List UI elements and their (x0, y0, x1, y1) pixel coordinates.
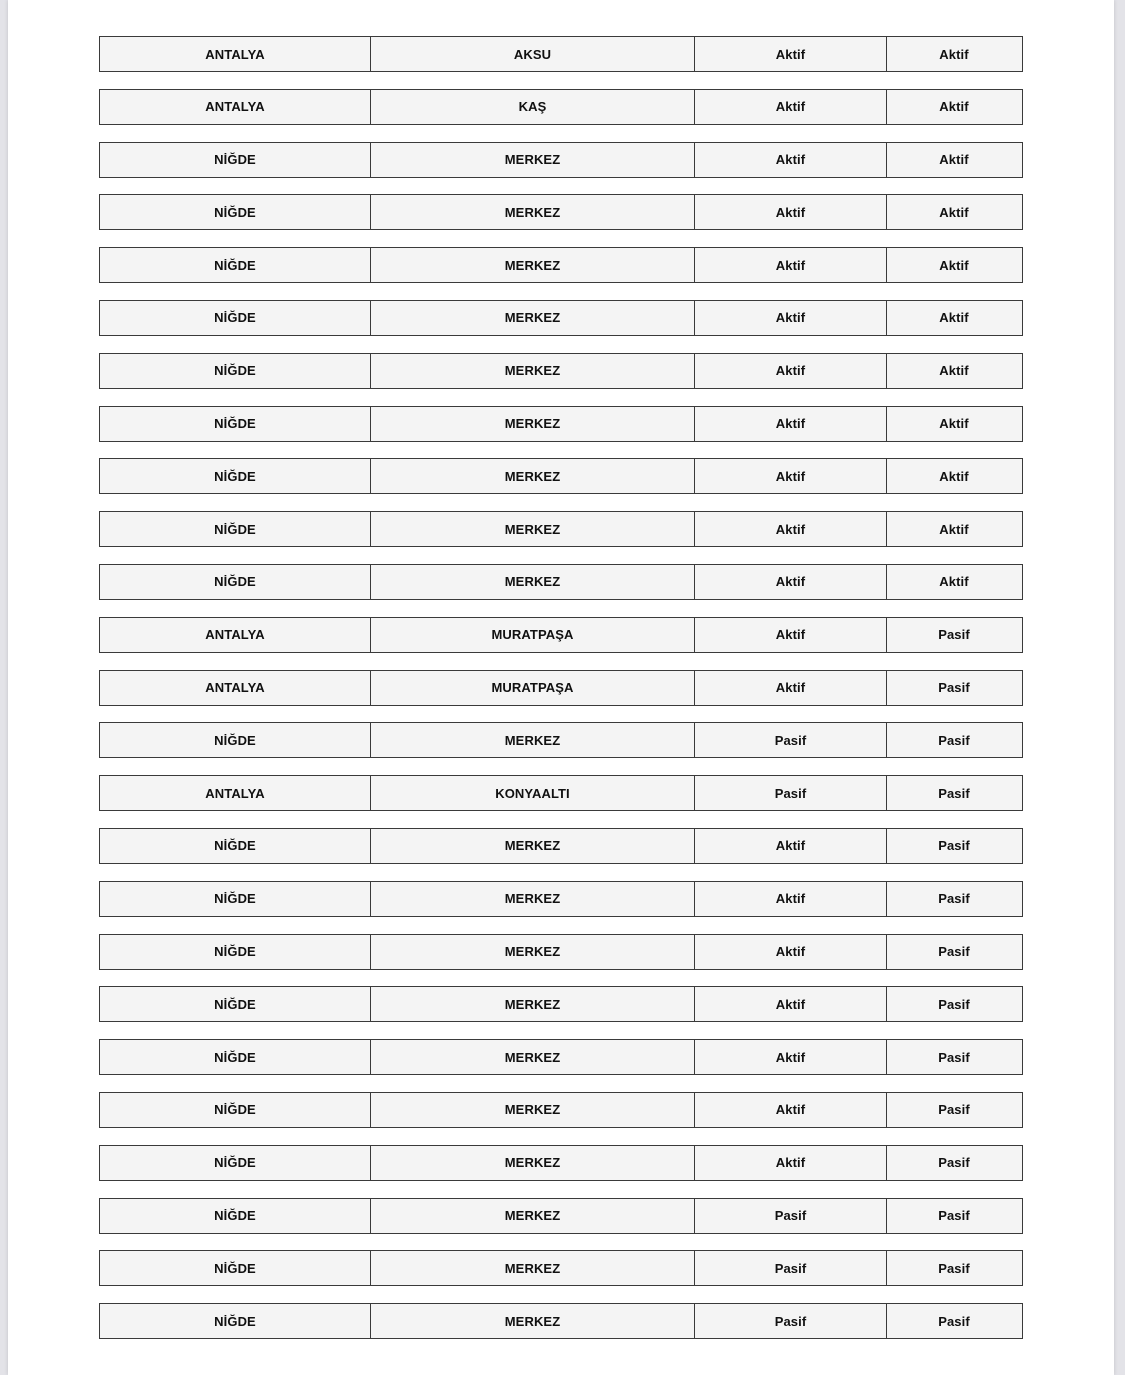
city-cell: NİĞDE (99, 1303, 371, 1339)
status-cell-1: Aktif (694, 986, 887, 1022)
status-cell-1: Aktif (694, 247, 887, 283)
status-cell-1: Pasif (694, 722, 887, 758)
city-cell: NİĞDE (99, 934, 371, 970)
records-table (99, 36, 1024, 1356)
status-cell-1: Aktif (694, 89, 887, 125)
status-cell-1: Aktif (694, 300, 887, 336)
district-cell: MERKEZ (370, 1303, 696, 1339)
district-cell: MERKEZ (370, 1250, 696, 1286)
district-cell: MERKEZ (370, 247, 696, 283)
city-cell: ANTALYA (99, 36, 371, 72)
table-row (99, 247, 1024, 283)
city-cell: NİĞDE (99, 564, 371, 600)
district-cell: MERKEZ (370, 1092, 696, 1128)
table-row (99, 36, 1024, 72)
city-cell: NİĞDE (99, 1198, 371, 1234)
status-cell-1: Pasif (694, 1303, 887, 1339)
status-cell-1: Aktif (694, 1092, 887, 1128)
district-cell: MERKEZ (370, 1198, 696, 1234)
status-cell-2: Aktif (886, 406, 1023, 442)
table-row (99, 1250, 1024, 1286)
city-cell: NİĞDE (99, 458, 371, 494)
status-cell-2: Pasif (886, 775, 1023, 811)
table-row (99, 511, 1024, 547)
district-cell: MERKEZ (370, 458, 696, 494)
status-cell-2: Pasif (886, 828, 1023, 864)
table-row (99, 1039, 1024, 1075)
city-cell: ANTALYA (99, 670, 371, 706)
status-cell-2: Pasif (886, 986, 1023, 1022)
status-cell-2: Pasif (886, 1145, 1023, 1181)
district-cell: MERKEZ (370, 564, 696, 600)
status-cell-1: Aktif (694, 142, 887, 178)
city-cell: NİĞDE (99, 300, 371, 336)
district-cell: AKSU (370, 36, 696, 72)
city-cell: NİĞDE (99, 828, 371, 864)
status-cell-1: Aktif (694, 617, 887, 653)
status-cell-1: Aktif (694, 828, 887, 864)
district-cell: MERKEZ (370, 300, 696, 336)
city-cell: NİĞDE (99, 194, 371, 230)
status-cell-1: Aktif (694, 406, 887, 442)
status-cell-1: Aktif (694, 353, 887, 389)
city-cell: NİĞDE (99, 142, 371, 178)
table-row (99, 564, 1024, 600)
district-cell: MERKEZ (370, 828, 696, 864)
document-page (8, 0, 1114, 1375)
table-row (99, 142, 1024, 178)
status-cell-2: Aktif (886, 511, 1023, 547)
city-cell: ANTALYA (99, 89, 371, 125)
city-cell: NİĞDE (99, 247, 371, 283)
district-cell: MERKEZ (370, 353, 696, 389)
table-row (99, 881, 1024, 917)
table-row (99, 828, 1024, 864)
status-cell-1: Aktif (694, 934, 887, 970)
table-row (99, 300, 1024, 336)
status-cell-2: Pasif (886, 1250, 1023, 1286)
table-row (99, 353, 1024, 389)
district-cell: MURATPAŞA (370, 617, 696, 653)
status-cell-2: Pasif (886, 934, 1023, 970)
status-cell-2: Aktif (886, 89, 1023, 125)
city-cell: NİĞDE (99, 353, 371, 389)
city-cell: NİĞDE (99, 1039, 371, 1075)
district-cell: MERKEZ (370, 881, 696, 917)
table-row (99, 617, 1024, 653)
table-row (99, 775, 1024, 811)
city-cell: NİĞDE (99, 881, 371, 917)
city-cell: NİĞDE (99, 1145, 371, 1181)
city-cell: NİĞDE (99, 1250, 371, 1286)
status-cell-2: Aktif (886, 353, 1023, 389)
city-cell: ANTALYA (99, 775, 371, 811)
status-cell-2: Aktif (886, 458, 1023, 494)
status-cell-1: Pasif (694, 1250, 887, 1286)
city-cell: ANTALYA (99, 617, 371, 653)
district-cell: MERKEZ (370, 722, 696, 758)
status-cell-2: Pasif (886, 881, 1023, 917)
status-cell-2: Aktif (886, 142, 1023, 178)
city-cell: NİĞDE (99, 406, 371, 442)
status-cell-2: Pasif (886, 617, 1023, 653)
table-row (99, 1145, 1024, 1181)
district-cell: MURATPAŞA (370, 670, 696, 706)
table-row (99, 1303, 1024, 1339)
district-cell: MERKEZ (370, 194, 696, 230)
district-cell: KONYAALTI (370, 775, 696, 811)
table-row (99, 194, 1024, 230)
district-cell: MERKEZ (370, 934, 696, 970)
district-cell: MERKEZ (370, 1145, 696, 1181)
district-cell: MERKEZ (370, 511, 696, 547)
status-cell-2: Pasif (886, 1303, 1023, 1339)
table-row (99, 934, 1024, 970)
status-cell-2: Aktif (886, 247, 1023, 283)
status-cell-2: Aktif (886, 300, 1023, 336)
table-row (99, 1198, 1024, 1234)
city-cell: NİĞDE (99, 511, 371, 547)
table-row (99, 986, 1024, 1022)
table-row (99, 89, 1024, 125)
city-cell: NİĞDE (99, 1092, 371, 1128)
district-cell: MERKEZ (370, 142, 696, 178)
table-row (99, 1092, 1024, 1128)
status-cell-1: Pasif (694, 1198, 887, 1234)
district-cell: MERKEZ (370, 986, 696, 1022)
status-cell-1: Pasif (694, 775, 887, 811)
table-row (99, 458, 1024, 494)
table-row (99, 722, 1024, 758)
table-row (99, 406, 1024, 442)
district-cell: MERKEZ (370, 1039, 696, 1075)
status-cell-2: Aktif (886, 564, 1023, 600)
status-cell-2: Pasif (886, 1198, 1023, 1234)
status-cell-1: Aktif (694, 458, 887, 494)
city-cell: NİĞDE (99, 722, 371, 758)
status-cell-2: Pasif (886, 1092, 1023, 1128)
status-cell-2: Pasif (886, 722, 1023, 758)
status-cell-1: Aktif (694, 1039, 887, 1075)
district-cell: KAŞ (370, 89, 696, 125)
status-cell-1: Aktif (694, 564, 887, 600)
status-cell-1: Aktif (694, 1145, 887, 1181)
city-cell: NİĞDE (99, 986, 371, 1022)
status-cell-1: Aktif (694, 881, 887, 917)
status-cell-2: Aktif (886, 36, 1023, 72)
status-cell-2: Pasif (886, 670, 1023, 706)
status-cell-1: Aktif (694, 194, 887, 230)
status-cell-2: Aktif (886, 194, 1023, 230)
status-cell-2: Pasif (886, 1039, 1023, 1075)
status-cell-1: Aktif (694, 36, 887, 72)
district-cell: MERKEZ (370, 406, 696, 442)
status-cell-1: Aktif (694, 511, 887, 547)
table-row (99, 670, 1024, 706)
status-cell-1: Aktif (694, 670, 887, 706)
